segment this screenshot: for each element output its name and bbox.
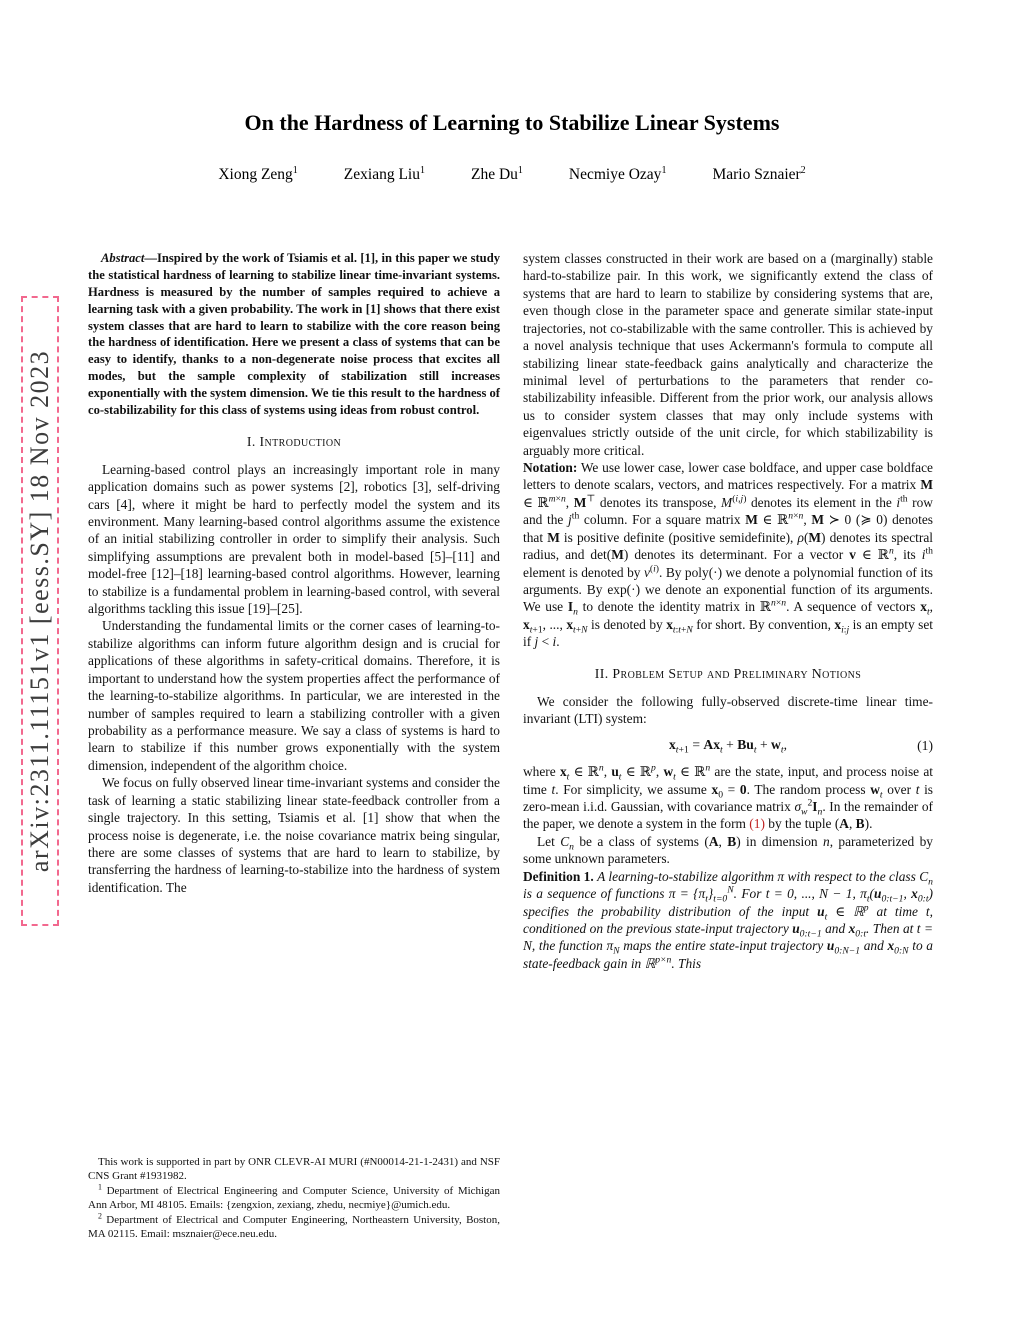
intro-paragraph-1: Learning-based control plays an increasingly important role in many application domains such as power systems [2], robotics [3], self-driving cars [4], where it might be hard to perfectly model the system and its environment. Many learning-based control algorithms assume the existence of an initial stabilizing controller in order to simplify their analysis. Such simplifying assumptions are prevalent both in model-based [5]–[11] and model-free [12]–[18] learning-based control algorithms. However, learning to stabilize is a fundamental problem in learning-based control, with several algorithms tackling this issue [19]–[25]. <box>88 461 500 617</box>
author-name: Necmiye Ozay <box>568 166 662 183</box>
author-affiliation-mark: 2 <box>800 164 806 176</box>
class-definition-paragraph: Let $C_n$ be a class of systems (A, B) in dimension n, parameterized by some unknown parameters. <box>523 833 933 867</box>
author-affiliation-mark: 1 <box>419 164 425 176</box>
notation-paragraph: Notation: We use lower case, lower case boldface, and upper case boldface letters to denote scalars, vectors, and matrices respectively. For a matrix M ∈ ℝ$^{m\times n}$, M⊤ denotes its transpose, M$^{(i,j)}$ denotes its element in the $i^{th}$ row and the $j^{th}$ column. For a square matrix M ∈ ℝ$^{n\times n}$, M ≻ 0 (≽ 0) denotes that M is positive definite (positive semidefinite), ρ(M) denotes its spectral radius, and det(M) denotes its determinant. For a vector v ∈ ℝ$^n$, its $i^{th}$ element is denoted by $v^{(i)}$. By poly(·) we denote a polynomial function of its arguments. By exp(·) we denote an exponential function of its arguments. We use $I_n$ to denote the identity matrix in ℝ$^{n\times n}$. A sequence of vectors $x_t$, $x_{t+1}$, ..., $x_{t+N}$ is denoted by $x_{t:t+N}$ for short. By convention, $x_{i:j}$ is an empty set if j < i. <box>523 460 934 650</box>
author-name: Xiong Zeng <box>218 166 293 183</box>
author-affiliation-mark: 1 <box>292 164 298 176</box>
definition-1-paragraph: Definition 1. A learning-to-stabilize algorithm π with respect to the class $C_n$ is a sequence of functions $\pi = \{\pi_t\}_{t=0}^N$. For t = 0, ..., N − 1, $\pi_t(u_{0:t-1}$, $x_{0:t}$) specifies the probability distribution of the input $u_t$ ∈ ℝ$^p$ at time t, conditioned on the previous state-input trajectory $u_{0:t-1}$ and $x_{0:t}$. Then at t = N, the function $\pi_N$ maps the entire state-input trajectory $u_{0:N-1}$ and $x_{0:N}$ to a state-feedback gain in ℝ$^{p\times n}$. This <box>523 868 933 971</box>
author-1 <box>218 166 297 184</box>
equation-1-tag: (1) <box>917 738 933 754</box>
author-name: Zhe Du <box>470 166 518 183</box>
author-name: Zexiang Liu <box>343 166 420 183</box>
footnote-funding: This work is supported in part by ONR CLEVR-AI MURI (#N00014-21-1-2431) and NSF CNS Grant #1931982. <box>88 1155 500 1183</box>
paper-title: On the Hardness of Learning to Stabilize Linear Systems <box>244 110 780 135</box>
author-5 <box>712 166 805 184</box>
author-affiliation-mark: 1 <box>661 164 667 176</box>
problem-setup-paragraph: We consider the following fully-observed discrete-time linear time-invariant (LTI) system: <box>523 693 933 727</box>
system-description-paragraph: where $x_t$ ∈ ℝ$^n$, $u_t$ ∈ ℝ$^p$, $w_t$ ∈ ℝ$^n$ are the state, input, and process noise at time t. For simplicity, we assume $x_0 = 0$. The random process $w_t$ over t is zero-mean i.i.d. Gaussian, with covariance matrix $\sigma_w^2I_n$. In the remainder of the paper, we denote a system in the form (1) by the tuple (A, B). <box>523 762 934 832</box>
arxiv-watermark-text: arXiv:2311.11151v1 [eess.SY] 18 Nov 2023 <box>25 349 54 873</box>
section-heading-introduction: I. Introduction <box>246 433 342 449</box>
equation-1-ref[interactable]: (1) <box>749 816 765 832</box>
author-3 <box>471 166 523 184</box>
author-name: Mario Sznaier <box>712 166 801 183</box>
footnote-affiliation-1: $^1$ Department of Electrical Engineering and Computer Science, University of Michigan Ann Arbor, MI 48105. Emails: {zengxion, zexiang, zhedu, necmiye}@umich.edu. <box>88 1182 500 1212</box>
continuation-paragraph: system classes constructed in their work are based on a (marginally) stable hard-to-stabilize pair. In this work, we significantly extend the class of systems that are hard to learn to stabilize by considering systems that are, even though close in the parameter space and generate similar state-input trajectories, not co-stabilizable with the same controller. This is achieved by a novel analysis technique that uses Ackermann's formula to compute all stabilizing linear state-feedback gains analytically and characterize the minimal level of perturbations to the parameters that render co-stabilizability infeasible. Different from the prior work, our analysis allows us to consider system classes that may only include systems with eigenvalues strictly outside of the unit circle, for which stabilizability is arguably more critical. <box>523 251 933 458</box>
equation-1 <box>523 736 933 757</box>
author-affiliation-mark: 1 <box>517 164 523 176</box>
abstract: Abstract—Inspired by the work of Tsiamis et al. [1], in this paper we study the statistical hardness of learning to stabilize linear time-invariant systems. Hardness is measured by the number of samples required to achieve a learning task with a given probability. The work in [1] shows that there exist system classes that are hard to learn to stabilize with the core reason being the hardness of identification. Here we present a class of systems that can be easy to identify, thanks to a non-degenerate noise process that excites all modes, but the sample complexity of stabilization still increases exponentially with the system dimension. We tie this result to the hardness of co-stabilizability for this class of systems using ideas from robust control. <box>88 251 500 417</box>
author-4 <box>569 166 667 184</box>
equation-1-body: $x_{t+1} = Ax_t + Bu_t + w_t$, <box>669 737 787 757</box>
footnotes-block <box>88 1155 500 1242</box>
footnote-affiliation-2: $^2$ Department of Electrical and Computer Engineering, Northeastern University, Boston, MA 02115. Email: msznaier@ece.neu.edu. <box>88 1211 500 1241</box>
right-column <box>523 250 933 972</box>
intro-paragraph-3: We focus on fully observed linear time-invariant systems and consider the task of learning a static stabilizing linear state-feedback controller from a single trajectory. In this setting, Tsiamis et al. [1] show that when the process noise is degenerate, i.e. the noise covariance matrix being singular, there are some classes of systems that are hard to learn to stabilize, by transferring the hardness of learning-to-stabilize into the hardness of system identification. The <box>88 775 500 895</box>
author-2 <box>344 166 425 184</box>
section-heading-problem-setup: II. Problem Setup and Preliminary Notions <box>594 665 862 681</box>
authors-row <box>0 166 1024 184</box>
left-column <box>88 250 500 1242</box>
intro-paragraph-2: Understanding the fundamental limits or the corner cases of learning-to-stabilize algorithms can inform future algorithm design and is crucial for applications of these algorithms in safety-critical domains. Therefore, it is important to understand how the system properties affect the performance of the learning-to-stabilize algorithms. In particular, we are interested in the number of samples required to learn a stabilizing controller with a given probability as a performance measure. We say a class of systems is hard to learn to stabilize if this number grows exponentially with the system dimension, independent of the algorithm choice. <box>88 618 500 773</box>
